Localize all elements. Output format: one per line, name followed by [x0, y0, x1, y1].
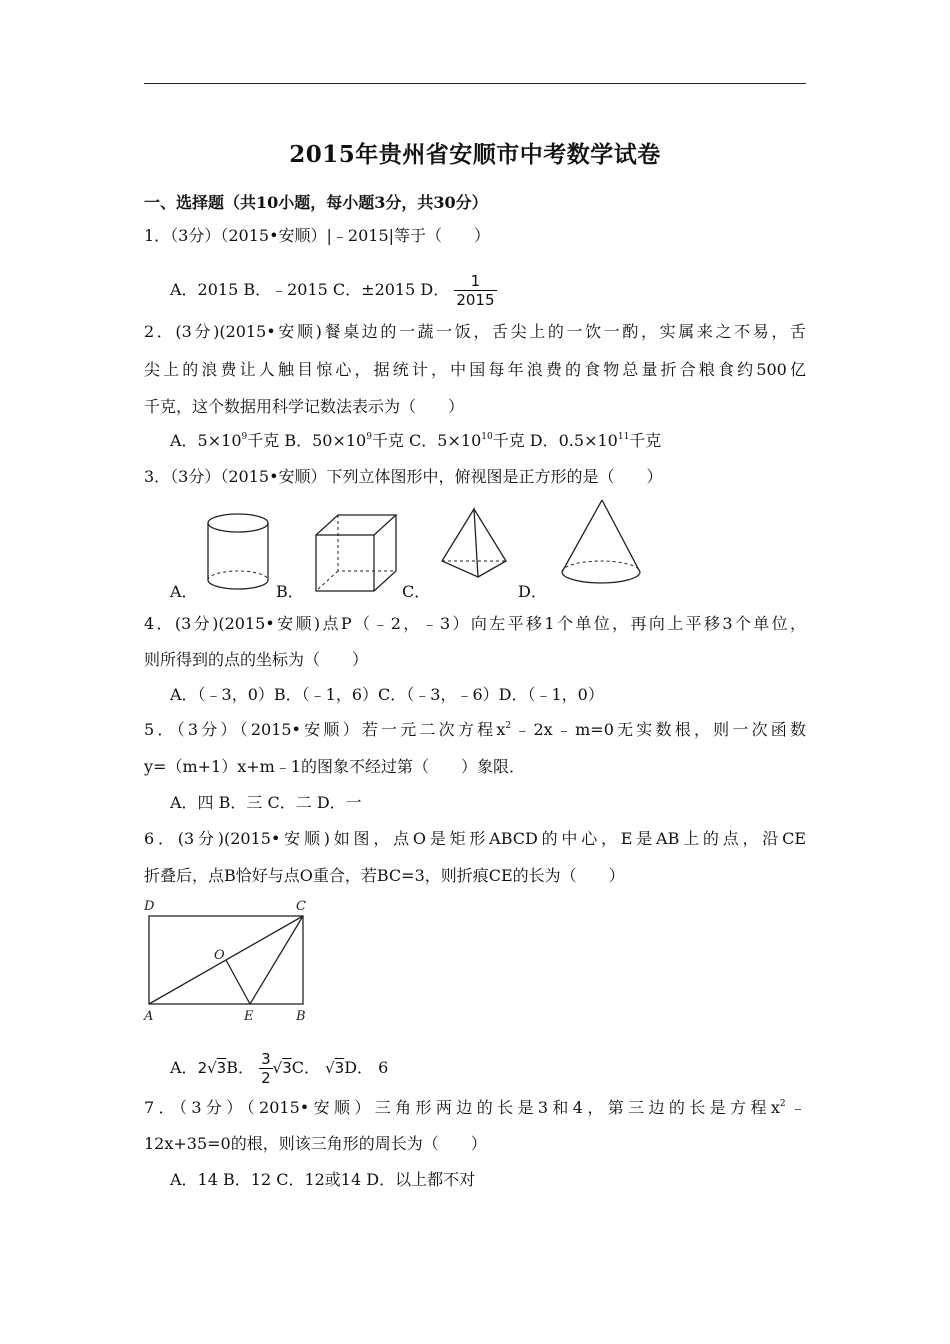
q7-options: A．14 B．12 C．12或14 D．以上都不对: [170, 1170, 476, 1189]
q6-opt-b-label: B．: [226, 1058, 254, 1077]
q4-options: A．（﹣3，0）B．（﹣1，6）C．（﹣3，﹣6）D．（﹣1，0）: [170, 685, 604, 704]
q2-options: [170, 431, 806, 451]
q6-label-a: A: [144, 1009, 154, 1024]
q3-label-a: A．: [170, 582, 198, 601]
q6-label-e: E: [244, 1009, 254, 1024]
q1-frac-num: 1: [454, 272, 496, 291]
q6-opt-d-label: D．: [344, 1058, 374, 1077]
q2-opt-c: 千克 C．5×10: [371, 431, 482, 450]
q2-opt-d: 千克 D．0.5×10: [492, 431, 618, 450]
q6-line1: 6．(3分)(2015•安顺)如图，点O是矩形ABCD的中心，E是AB上的点，沿CE: [144, 829, 806, 848]
q3-figure-pyramid: [434, 505, 514, 597]
q6-label-o: O: [214, 948, 225, 963]
q1-frac-den: 2015: [456, 291, 495, 309]
q1-options: [170, 272, 806, 309]
q6-opt-a-coef: 2: [197, 1059, 208, 1077]
page-title: 2015年贵州省安顺市中考数学试卷: [289, 141, 661, 168]
q7-exp: 2: [779, 1099, 786, 1109]
q5-line1: [144, 720, 806, 740]
section-heading: 一、选择题（共10小题，每小题3分，共30分）: [144, 193, 488, 212]
q6-figure-rectangle: [140, 896, 315, 1024]
q4-line2: 则所得到的点的坐标为（ ）: [144, 650, 369, 669]
q6-opt-b-fraction: [259, 1050, 273, 1087]
q7-line1-a: 7．（3分）（2015•安顺）三角形两边的长是3和4，第三边的长是方程x: [144, 1098, 780, 1117]
q2-line2: 尖上的浪费让人触目惊心，据统计，中国每年浪费的食物总量折合粮食约500亿: [144, 360, 806, 379]
q2-line1: 2．(3分)(2015•安顺)餐桌边的一蔬一饭，舌尖上的一饮一酌，实属来之不易，舌: [144, 322, 806, 341]
q6-options: [170, 1050, 388, 1087]
q3-figure-cone: [556, 496, 646, 594]
q6-label-b: B: [296, 1009, 306, 1024]
header-rule: [144, 83, 806, 84]
q6-opt-c-label: C．: [291, 1058, 320, 1077]
q5-exp: 2: [505, 721, 512, 731]
q3-label-b: B．: [276, 582, 304, 601]
q6-line2: 折叠后，点B恰好与点O重合，若BC=3，则折痕CE的长为（ ）: [144, 866, 625, 885]
q3-figure-cube: [308, 505, 398, 597]
q6-opt-a-label: A．: [170, 1058, 198, 1077]
q2-opt-b: 千克 B．50×10: [247, 431, 367, 450]
q5-options: A．四 B．三 C．二 D．一: [170, 793, 362, 812]
q2-unit: 千克: [629, 431, 662, 450]
q5-line1-b: ﹣2x﹣m=0无实数根，则一次函数: [511, 720, 806, 739]
q3-label-d: D．: [518, 582, 547, 601]
q5-line2: y=（m+1）x+m﹣1的图象不经过第（ ）象限．: [144, 757, 525, 776]
q6-opt-a-rad: 3: [216, 1059, 227, 1077]
q7-line2: 12x+35=0的根，则该三角形的周长为（ ）: [144, 1134, 487, 1153]
q7-line1-b: ﹣: [785, 1098, 806, 1117]
q3-stem: 3．（3分）（2015•安顺）下列立体图形中，俯视图是正方形的是（ ）: [144, 467, 663, 486]
q7-line1: [144, 1098, 806, 1118]
q5-line1-a: 5．（3分）（2015•安顺）若一元二次方程x: [144, 720, 506, 739]
q1-fraction: [454, 272, 496, 309]
q6-opt-b-num: 3: [261, 1050, 271, 1068]
q2-exp-b: 9: [366, 432, 372, 442]
q6-opt-a-value: 2√3: [197, 1059, 227, 1077]
q6-label-d: D: [144, 899, 155, 914]
q6-opt-b-rad: 3: [282, 1059, 292, 1077]
q6-label-c: C: [296, 899, 306, 914]
q6-opt-b-root: √3: [272, 1059, 292, 1077]
q2-exp-d: 11: [617, 432, 630, 442]
q2-exp-a: 9: [241, 432, 248, 442]
q6-opt-b-den: 2: [261, 1069, 271, 1087]
q2-opt-a: A．5×10: [170, 431, 242, 450]
q3-label-c: C．: [402, 582, 431, 601]
q6-opt-d-value: 6: [378, 1058, 389, 1077]
q6-opt-c-rad: 3: [334, 1059, 345, 1077]
q3-figure-cylinder: [200, 505, 280, 597]
q1-options-text: A．2015 B．﹣2015 C．±2015 D．: [170, 280, 450, 299]
q2-exp-c: 10: [481, 432, 493, 442]
q6-opt-c-root: √3: [325, 1059, 345, 1077]
q2-line3: 千克，这个数据用科学记数法表示为（ ）: [144, 397, 465, 416]
q4-line1: 4．(3分)(2015•安顺)点P（﹣2，﹣3）向左平移1个单位，再向上平移3个单位，: [144, 614, 806, 633]
q1-stem: 1．（3分）（2015•安顺）|﹣2015|等于（ ）: [144, 226, 491, 245]
